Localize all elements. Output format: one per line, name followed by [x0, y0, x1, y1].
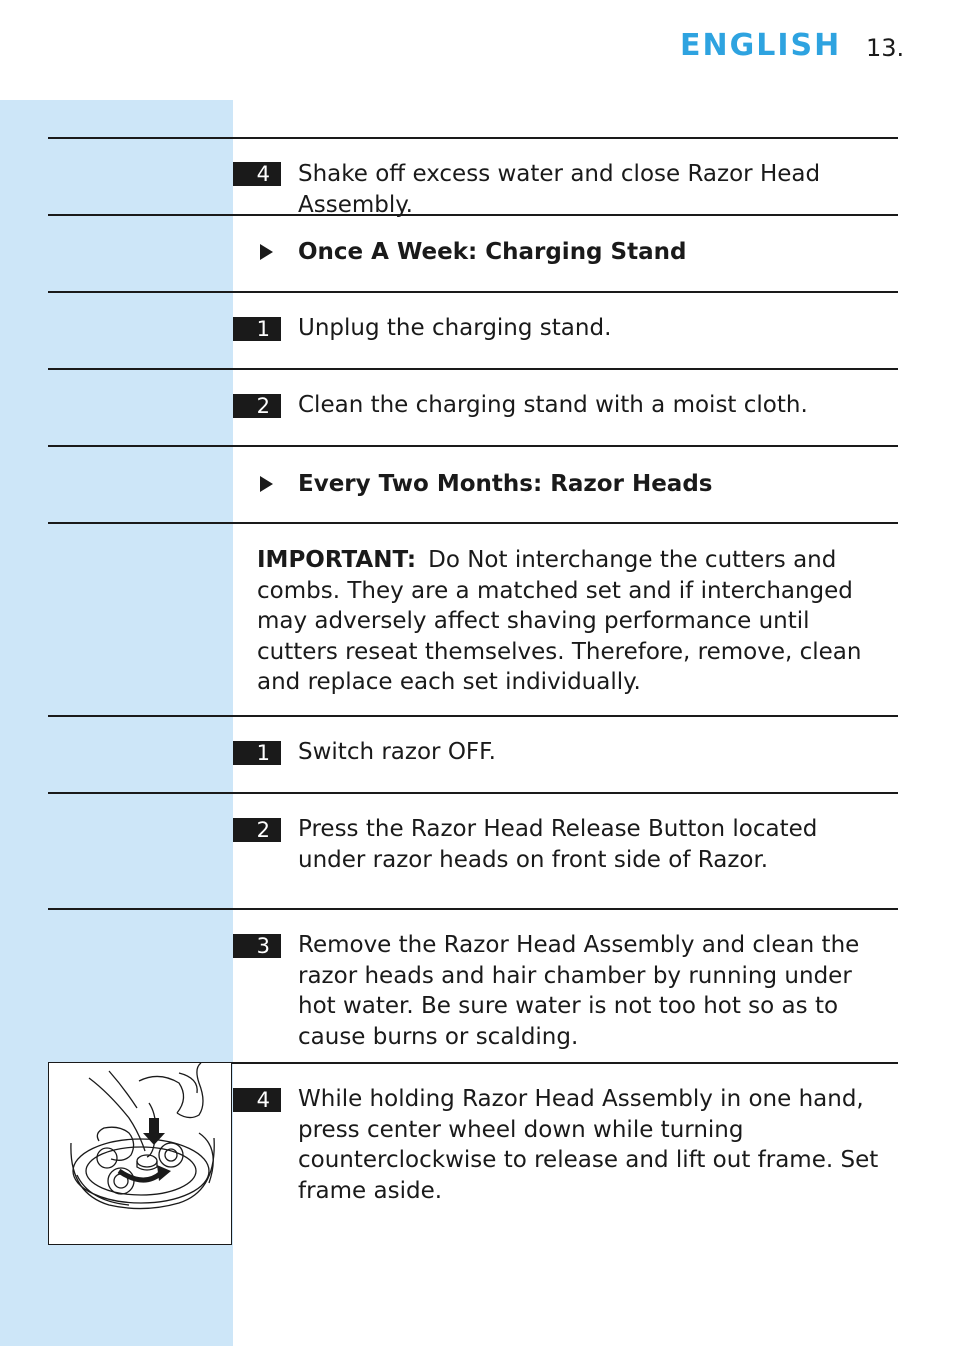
step-text: While holding Razor Head Assembly in one hand, press center wheel down while turning counterclockwise to release and lift out frame. Set frame aside. [298, 1086, 879, 1204]
divider [48, 368, 898, 370]
divider [48, 137, 898, 139]
step-number-badge: 3 [233, 934, 281, 958]
divider [48, 715, 898, 717]
step-number-badge: 4 [233, 162, 281, 186]
step-number-badge: 2 [233, 818, 281, 842]
divider [48, 908, 898, 910]
section-heading-text: Every Two Months: Razor Heads [298, 471, 713, 497]
step-number-badge: 2 [233, 394, 281, 418]
triangle-bullet-icon [260, 244, 273, 260]
section-heading-text: Once A Week: Charging Stand [298, 239, 687, 265]
divider [48, 792, 898, 794]
step-text: Shake off excess water and close Razor Head Assembly. [298, 161, 821, 218]
step-text: Press the Razor Head Release Button located under razor heads on front side of Razor. [298, 816, 818, 873]
step-number-badge: 4 [233, 1088, 281, 1112]
section-heading [260, 469, 712, 499]
step-number-badge: 1 [233, 741, 281, 765]
divider [48, 291, 898, 293]
triangle-bullet-icon [260, 476, 273, 492]
step-text: Switch razor OFF. [298, 739, 496, 765]
important-note [257, 545, 867, 698]
razor-head-removal-illustration [48, 1062, 232, 1245]
language-heading: ENGLISH [680, 28, 842, 63]
divider [48, 522, 898, 524]
step-text: Remove the Razor Head Assembly and clean the razor heads and hair chamber by running under hot water. Be sure water is not too hot so as to cause burns or scalding. [298, 932, 860, 1050]
important-label: IMPORTANT: [257, 547, 417, 573]
step-text: Unplug the charging stand. [298, 315, 612, 341]
section-heading [260, 237, 686, 267]
step-number-badge: 1 [233, 317, 281, 341]
divider [48, 445, 898, 447]
page-number: 13. [866, 34, 905, 62]
important-text: Do Not interchange the cutters and combs. They are a matched set and if interchanged may adversely affect shaving performance until cutters reseat themselves. Therefore, remove, clean and replace each set individually. [257, 547, 862, 695]
razor-head-icon [49, 1063, 232, 1245]
step-text: Clean the charging stand with a moist cloth. [298, 392, 808, 418]
